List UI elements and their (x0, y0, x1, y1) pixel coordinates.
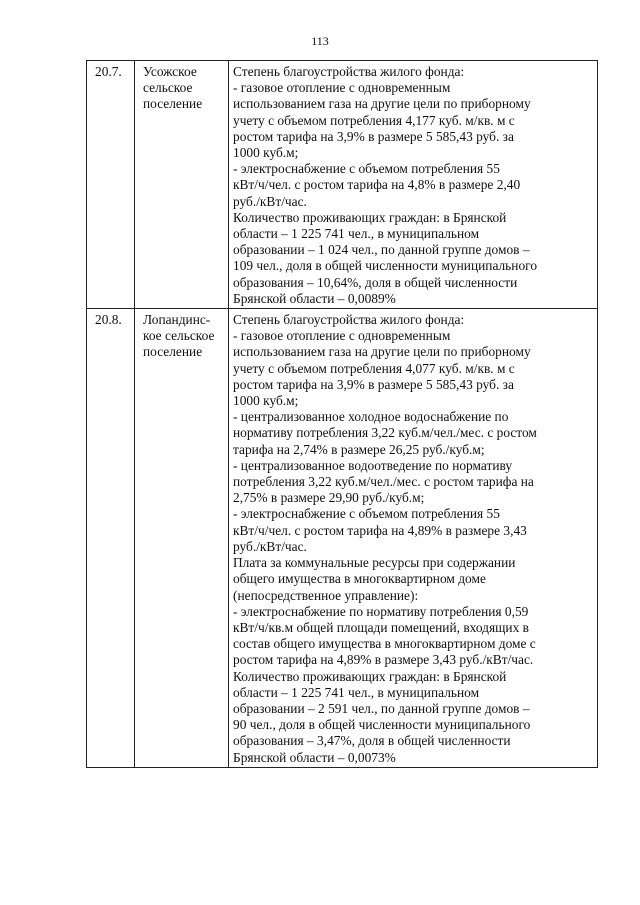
table-row (87, 309, 598, 768)
description-line: кВт/ч/кв.м общей площади помещений, входящих в (233, 619, 529, 635)
description-line: Количество проживающих граждан: в Брянской (233, 668, 507, 684)
description-line: использованием газа на другие цели по приборному (233, 96, 531, 112)
description-line: образовании – 2 591 чел., по данной группе домов – (233, 700, 530, 716)
description-line: кВт/ч/чел. с ростом тарифа на 4,89% в размере 3,43 (233, 522, 527, 538)
page-number: 113 (311, 34, 329, 48)
description-line: образования – 3,47%, доля в общей численности (233, 733, 511, 749)
description-line: Плата за коммунальные ресурсы при содержании (233, 555, 516, 571)
description-line: учету с объемом потребления 4,177 куб. м/кв. м с (233, 112, 515, 128)
description-line: ростом тарифа на 4,89% в размере 3,43 руб./кВт/час. (233, 652, 534, 668)
description-line: образовании – 1 024 чел., по данной группе домов – (233, 242, 530, 258)
settlement-name-line: поселение (143, 344, 203, 360)
settlements-table (86, 60, 598, 768)
row-number: 20.7. (87, 61, 135, 309)
settlement-name-line: кое сельское (143, 328, 215, 344)
description-line: - газовое отопление с одновременным (233, 328, 451, 344)
settlement-description (229, 61, 598, 309)
settlement-name-line: Усожское (143, 64, 197, 79)
description-line: нормативу потребления 3,22 куб.м/чел./мес. с ростом (233, 425, 537, 441)
description-line: Брянской области – 0,0073% (233, 749, 396, 765)
description-line: потребления 3,22 куб.м/чел./мес. с ростом тарифа на (233, 474, 534, 490)
description-line: состав общего имущества в многоквартирном доме с (233, 636, 536, 652)
table-row (87, 61, 598, 309)
description-line: - электроснабжение с объемом потребления 55 (233, 161, 500, 177)
description-line: Степень благоустройства жилого фонда: (233, 64, 465, 79)
description-line: ростом тарифа на 3,9% в размере 5 585,43 руб. за (233, 128, 514, 144)
description-line: области – 1 225 741 чел., в муниципальном (233, 226, 480, 242)
description-line: учету с объемом потребления 4,077 куб. м/кв. м с (233, 360, 515, 376)
description-line: - газовое отопление с одновременным (233, 80, 451, 96)
description-line: 90 чел., доля в общей численности муниципального (233, 717, 531, 733)
description-line: ростом тарифа на 3,9% в размере 5 585,43 руб. за (233, 376, 514, 392)
description-line: образования – 10,64%, доля в общей численности (233, 274, 518, 290)
description-line: использованием газа на другие цели по приборному (233, 344, 531, 360)
description-line: кВт/ч/чел. с ростом тарифа на 4,8% в размере 2,40 (233, 177, 521, 193)
description-line: - электроснабжение по нормативу потребления 0,59 (233, 603, 529, 619)
description-line: 1000 куб.м; (233, 145, 299, 161)
description-line: 109 чел., доля в общей численности муниципального (233, 258, 538, 274)
description-line: Степень благоустройства жилого фонда: (233, 312, 465, 328)
description-line: 2,75% в размере 29,90 руб./куб.м; (233, 490, 425, 506)
settlement-name (135, 309, 229, 768)
description-line: руб./кВт/час. (233, 193, 307, 209)
description-line: 1000 куб.м; (233, 393, 299, 409)
description-line: - электроснабжение с объемом потребления 55 (233, 506, 500, 522)
settlement-description (229, 309, 598, 768)
description-line: общего имущества в многоквартирном доме (233, 571, 486, 587)
description-line: - централизованное водоотведение по нормативу (233, 457, 513, 473)
description-line: руб./кВт/час. (233, 538, 307, 554)
description-line: тарифа на 2,74% в размере 26,25 руб./куб.м; (233, 441, 485, 457)
settlement-name-line: поселение (143, 96, 203, 112)
description-line: (непосредственное управление): (233, 587, 419, 603)
row-number: 20.8. (87, 309, 135, 768)
settlement-name-line: сельское (143, 80, 193, 96)
settlement-name (135, 61, 229, 309)
description-line: Брянской области – 0,0089% (233, 290, 396, 306)
description-line: Количество проживающих граждан: в Брянской (233, 209, 507, 225)
settlement-name-line: Лопандинс- (143, 312, 211, 328)
description-line: - централизованное холодное водоснабжение по (233, 409, 509, 425)
description-line: области – 1 225 741 чел., в муниципальном (233, 684, 480, 700)
